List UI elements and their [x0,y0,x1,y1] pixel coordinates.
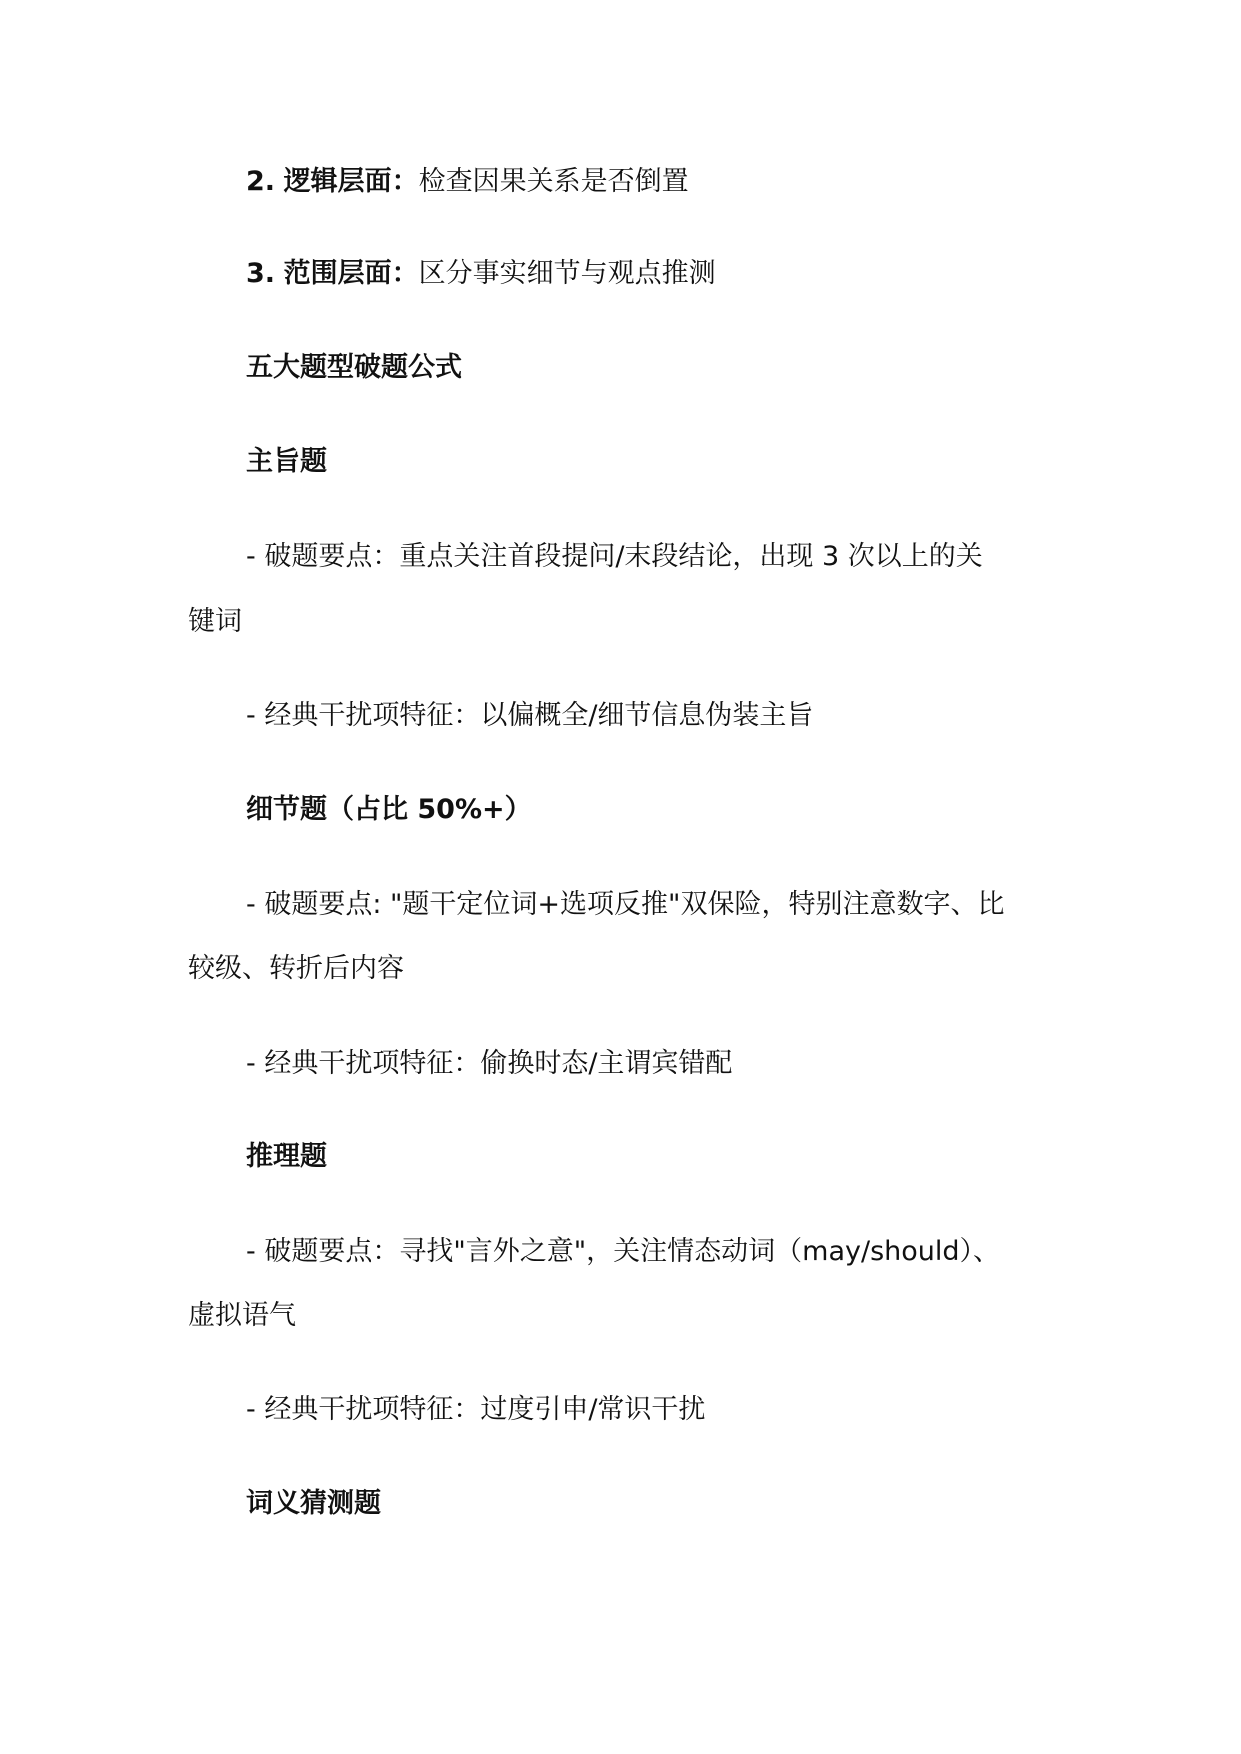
detail-trap: - 经典干扰项特征：偷换时态/主谓宾错配 [246,1048,733,1079]
inference-tip-line2: 虚拟语气 [188,1300,296,1331]
list-text: 区分事实细节与观点推测 [418,258,716,289]
heading-detail: 细节题（占比 50%+） [246,794,532,825]
detail-tip-line2: 较级、转折后内容 [188,953,404,984]
main-idea-tip-line1: - 破题要点：重点关注首段提问/末段结论，出现 3 次以上的关 [246,541,983,572]
list-item-logic [246,164,689,200]
list-separator: ： [391,166,419,197]
list-number: 3. [246,258,276,289]
list-number: 2. [246,166,276,197]
list-item-scope [246,256,716,292]
detail-tip-line1: - 破题要点: "题干定位词+选项反推"双保险，特别注意数字、比 [246,889,1005,920]
main-idea-tip-line2: 键词 [188,606,242,637]
inference-tip-line1: - 破题要点：寻找"言外之意"，关注情态动词（may/should）、 [246,1236,1001,1267]
list-text: 检查因果关系是否倒置 [418,166,689,197]
list-label: 范围层面 [283,258,392,289]
list-label: 逻辑层面 [283,166,392,197]
section-title: 五大题型破题公式 [246,352,462,383]
heading-main-idea: 主旨题 [246,446,327,477]
heading-vocab: 词义猜测题 [246,1488,381,1519]
main-idea-trap: - 经典干扰项特征：以偏概全/细节信息伪装主旨 [246,700,814,731]
heading-inference: 推理题 [246,1141,327,1172]
inference-trap: - 经典干扰项特征：过度引申/常识干扰 [246,1394,706,1425]
list-separator: ： [391,258,419,289]
